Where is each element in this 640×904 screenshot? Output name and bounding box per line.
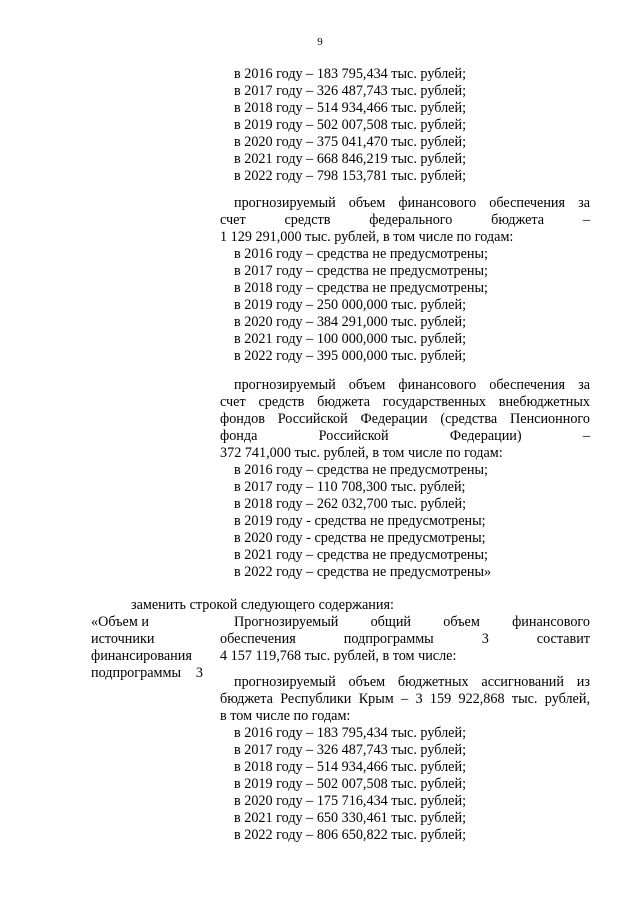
year-line: в 2021 году – 668 846,219 тыс. рублей;	[234, 151, 467, 167]
crimea-paragraph-line: бюджета Республики Крым – 3 159 922,868 тыс. рублей,	[220, 691, 590, 707]
total-paragraph-line: Прогнозируемый общий объем финансового	[234, 614, 590, 630]
pension-paragraph-line: счет средств бюджета государственных внебюджетных	[220, 394, 590, 410]
year-line: в 2022 году – 806 650,822 тыс. рублей;	[234, 827, 467, 843]
year-line: в 2018 году – 514 934,466 тыс. рублей;	[234, 100, 467, 116]
left-column-label: «Объем и	[91, 614, 149, 630]
year-line: в 2017 году – средства не предусмотрены;	[234, 263, 488, 279]
year-line: в 2019 году – 250 000,000 тыс. рублей;	[234, 297, 467, 313]
federal-paragraph-line: прогнозируемый объем финансового обеспечения за	[234, 195, 590, 211]
pension-paragraph-line: фонда Российской Федерации) –	[220, 428, 590, 444]
total-paragraph-line: 4 157 119,768 тыс. рублей, в том числе:	[220, 648, 457, 664]
year-line: в 2020 году – 175 716,434 тыс. рублей;	[234, 793, 467, 809]
year-line: в 2021 году – средства не предусмотрены;	[234, 547, 488, 563]
year-line: в 2020 году - средства не предусмотрены;	[234, 530, 486, 546]
year-line: в 2021 году – 650 330,461 тыс. рублей;	[234, 810, 467, 826]
total-paragraph-line: обеспечения подпрограммы 3 составит	[220, 631, 590, 647]
year-line: в 2016 году – средства не предусмотрены;	[234, 246, 488, 262]
year-line: в 2017 году – 326 487,743 тыс. рублей;	[234, 742, 467, 758]
year-line: в 2018 году – 262 032,700 тыс. рублей;	[234, 496, 467, 512]
year-line: в 2020 году – 375 041,470 тыс. рублей;	[234, 134, 467, 150]
left-column-label: подпрограммы 3	[91, 665, 203, 681]
year-line: в 2020 году – 384 291,000 тыс. рублей;	[234, 314, 467, 330]
federal-paragraph-line: 1 129 291,000 тыс. рублей, в том числе по годам:	[220, 229, 514, 245]
left-column-label: источники	[91, 631, 155, 647]
page-number: 9	[317, 36, 323, 48]
year-line: в 2017 году – 110 708,300 тыс. рублей;	[234, 479, 466, 495]
year-line: в 2016 году – 183 795,434 тыс. рублей;	[234, 66, 467, 82]
year-line: в 2019 году - средства не предусмотрены;	[234, 513, 486, 529]
year-line: в 2022 году – средства не предусмотрены»	[234, 564, 492, 580]
year-line: в 2021 году – 100 000,000 тыс. рублей;	[234, 331, 467, 347]
pension-paragraph-line: прогнозируемый объем финансового обеспечения за	[234, 377, 590, 393]
year-line: в 2022 году – 798 153,781 тыс. рублей;	[234, 168, 467, 184]
year-line: в 2019 году – 502 007,508 тыс. рублей;	[234, 117, 467, 133]
year-line: в 2022 году – 395 000,000 тыс. рублей;	[234, 348, 467, 364]
year-line: в 2018 году – средства не предусмотрены;	[234, 280, 488, 296]
year-line: в 2016 году – 183 795,434 тыс. рублей;	[234, 725, 467, 741]
year-line: в 2017 году – 326 487,743 тыс. рублей;	[234, 83, 467, 99]
year-line: в 2019 году – 502 007,508 тыс. рублей;	[234, 776, 467, 792]
left-column-label: финансирования	[91, 648, 192, 664]
pension-paragraph-line: фондов Российской Федерации (средства Пенсионного	[220, 411, 590, 427]
federal-paragraph-line: счет средств федерального бюджета –	[220, 212, 590, 228]
crimea-paragraph-line: в том числе по годам:	[220, 708, 351, 724]
pension-paragraph-line: 372 741,000 тыс. рублей, в том числе по годам:	[220, 445, 503, 461]
replace-instruction: заменить строкой следующего содержания:	[131, 597, 394, 613]
year-line: в 2018 году – 514 934,466 тыс. рублей;	[234, 759, 467, 775]
year-line: в 2016 году – средства не предусмотрены;	[234, 462, 488, 478]
crimea-paragraph-line: прогнозируемый объем бюджетных ассигнований из	[234, 674, 590, 690]
